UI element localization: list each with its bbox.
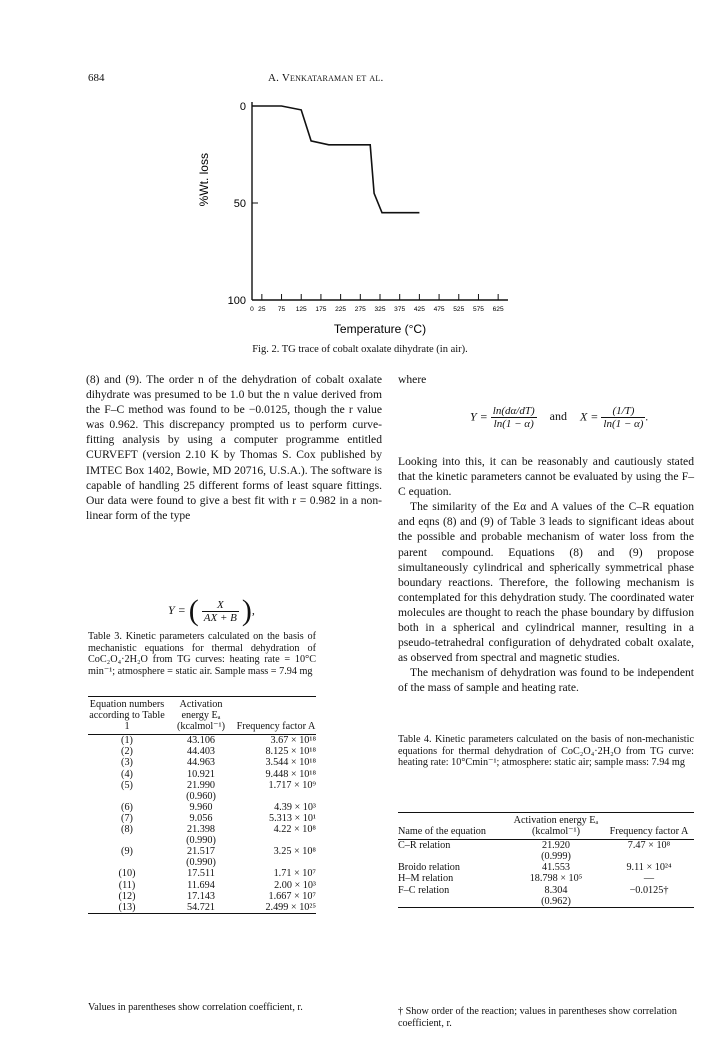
table3-row: [88, 813, 316, 824]
table4: [398, 812, 694, 908]
y-axis-label: %Wt. loss: [197, 153, 211, 207]
table3-header-frequency: Frequency factor A: [236, 721, 316, 733]
table3-cell: 10.921: [186, 768, 215, 780]
table3-cell: 17.511: [187, 868, 215, 880]
body-paragraph: The similarity of the Eα and A values of the C–R equation and eqns (8) and (9) of Table 3 leads to significant ideas about the possible and probable mechanism of water loss from the parent compound. Equations (8) and (9) propose simultaneously cylindrical and spherically symmetrical phase boundary reactions. Therefore, the following mechanism is contemplated for this dehydration study. The coordinated water molecules are thought to reach the phase boundary by diffusion both in a spherical and cylindrical manner, resulting in a pseudo-tetrahedral configuration of dehydrated cobalt oxalate, as observed from spectral and magnetic studies.: [398, 500, 694, 665]
equation-tail: ,: [251, 602, 255, 617]
x-tick-label: 425: [413, 306, 425, 313]
x-tick-label: 75: [277, 306, 286, 313]
table4-cell: (0.962): [541, 895, 571, 907]
table3-row: [88, 769, 316, 780]
table4-body: [398, 840, 694, 908]
table4-cell: [398, 851, 508, 862]
equation-y-numerator: ln(dα/dT): [492, 405, 535, 417]
x-tick-label: 375: [394, 306, 406, 313]
table4-header-energy: Activation energy Eₐ (kcalmol⁻¹): [513, 815, 599, 838]
table3-cell: (7): [121, 812, 133, 824]
table3-cell: 4.39 × 10³: [274, 801, 316, 813]
table4-cell: Broido relation: [398, 862, 460, 874]
table3-cell: (10): [118, 868, 136, 880]
table3-cell: 43.106: [186, 735, 215, 747]
table3-cell: 4.22 × 10⁸: [273, 824, 316, 836]
where-text: where: [398, 373, 427, 386]
y-tick-label: 50: [233, 198, 246, 210]
body-paragraph: (8) and (9). The order n of the dehydration of cobalt oxalate dihydrate was presumed to be 1.0 but the n value derived from the F–C method was found to be −0.0125, though the r value was 0.962. This discrepancy prompted us to perform curve-fitting analysis by using a computer programme entitled CURVEFT (version 2.10 K by Thomas S. Cox published by IMTEC Box 1402, Bowie, MD 20716, U.S.A.). The software is capable of handling 25 different forms of least square fittings. Our data were found to give a best fit with r = 0.982 in a non-linear form of the type: [86, 373, 382, 522]
body-paragraph: Looking into this, it can be reasonably and cautiously stated that the kinetic parameters cannot be evaluated by using the F–C equation.: [398, 455, 694, 499]
table3-row: [88, 802, 316, 813]
table4-cell: H–M relation: [398, 873, 454, 885]
tg-trace-figure: [180, 92, 540, 340]
table3: [88, 696, 316, 914]
equation-y-fraction: [491, 405, 537, 430]
table3-cell: [88, 791, 166, 802]
table3-cell: 9.448 × 10¹⁸: [265, 768, 316, 780]
table4-header-equation: Name of the equation: [398, 826, 486, 838]
equation-paren: ): [241, 594, 252, 627]
table4-row: [398, 885, 694, 896]
table3-cell: (0.990): [186, 835, 216, 847]
body-paragraph: The mechanism of dehydration was found to be independent of the mass of sample and heating rate.: [398, 666, 694, 695]
table3-cell: 11.694: [187, 879, 215, 891]
table3-cell: [88, 835, 166, 846]
table4-cell: —: [643, 873, 655, 885]
x-tick-label: 275: [354, 306, 366, 313]
right-column-text: [398, 454, 694, 696]
table3-row: [88, 891, 316, 902]
x-tick-label: 175: [315, 306, 327, 313]
equation-paren: (: [188, 594, 199, 627]
equation-x-lhs: X =: [579, 409, 599, 424]
table3-cell: 3.67 × 10¹⁸: [270, 735, 316, 747]
figure-caption: Fig. 2. TG trace of cobalt oxalate dihydrate (in air).: [252, 344, 468, 355]
table3-cell: (6): [121, 801, 133, 813]
table3-cell: [236, 857, 316, 868]
table3-cell: (0.960): [186, 790, 216, 802]
table3-cell: 5.313 × 10¹: [268, 812, 316, 824]
table3-cell: 1.717 × 10⁹: [268, 779, 316, 791]
table3-row: [88, 880, 316, 891]
xy-definition-equation: [470, 405, 648, 430]
table3-row: [88, 735, 316, 747]
table4-row: [398, 851, 694, 862]
table3-row: [88, 746, 316, 757]
table3-cell: [236, 835, 316, 846]
table4-cell: [604, 896, 694, 908]
equation-numerator: X: [202, 599, 239, 612]
table3-cell: (9): [121, 846, 133, 858]
table3-header-energy: Activation energy Eₐ (kcalmol⁻¹): [176, 699, 226, 733]
table4-cell: C–R relation: [398, 840, 451, 852]
table4-row: [398, 896, 694, 908]
table3-cell: 21.398: [186, 824, 215, 836]
table4-cell: [604, 851, 694, 862]
table3-cell: [88, 857, 166, 868]
table3-cell: 17.143: [186, 890, 215, 902]
x-tick-label: 125: [295, 306, 307, 313]
x-tick-label: 225: [335, 306, 347, 313]
running-head: A. Venkataraman et al.: [268, 72, 384, 84]
table4-cell: 21.920: [541, 840, 570, 852]
equation-y-denominator: ln(1 − α): [493, 418, 534, 430]
table3-cell: (8): [121, 824, 133, 836]
x-tick-label: 575: [472, 306, 484, 313]
table4-cell: [398, 896, 508, 908]
table3-cell: (2): [121, 746, 133, 758]
table3-cell: (4): [121, 768, 133, 780]
equation-x-denominator: ln(1 − α): [603, 418, 644, 430]
table3-cell: (11): [118, 879, 136, 891]
table4-row: [398, 840, 694, 852]
table3-cell: 21.990: [186, 779, 215, 791]
table3-row: [88, 757, 316, 768]
tg-curve-line: [252, 106, 419, 213]
table3-row: [88, 780, 316, 791]
table3-cell: 9.056: [189, 812, 213, 824]
x-tick-label: 475: [433, 306, 445, 313]
table3-cell: 8.125 × 10¹⁸: [265, 746, 316, 758]
equation-and: and: [549, 409, 567, 424]
table3-cell: 54.721: [186, 901, 215, 913]
table3-cell: 44.403: [186, 746, 215, 758]
table4-header-frequency: Frequency factor A: [609, 826, 689, 838]
table4-cell: 8.304: [544, 884, 568, 896]
table4-footnote: † Show order of the reaction; values in parentheses show correlation coefficient, r.: [398, 1006, 677, 1029]
table3-cell: (12): [118, 890, 136, 902]
table3-row: [88, 902, 316, 914]
table3-cell: (3): [121, 757, 133, 769]
table3-cell: 1.667 × 10⁷: [268, 890, 316, 902]
y-tick-label: 100: [227, 295, 246, 307]
equation-end: .: [645, 409, 649, 424]
table3-row: [88, 846, 316, 857]
equation-x-numerator: (1/T): [601, 405, 645, 418]
x-tick-label: 325: [374, 306, 386, 313]
table4-cell: −0.0125†: [629, 884, 669, 896]
model-equation: [168, 594, 255, 628]
table3-cell: (0.990): [186, 857, 216, 869]
table3-row: [88, 791, 316, 802]
x-tick-label: 625: [492, 306, 504, 313]
table3-cell: (1): [121, 735, 133, 747]
table3-cell: 3.544 × 10¹⁸: [265, 757, 316, 769]
equation-denominator: AX + B: [203, 611, 237, 624]
table4-cell: (0.999): [541, 851, 571, 863]
table3-footnote: Values in parentheses show correlation coefficient, r.: [88, 1002, 303, 1013]
table3-header-equation: Equation numbers according to Table 1: [89, 699, 165, 733]
table4-caption: Table 4. Kinetic parameters calculated on the basis of non-mechanistic equations for thermal dehydration of CoC₂O₄·2H₂O from TG curve: heating rate: 10°Cmin⁻¹; atmosphere: static air; sample mass: 7.94 mg: [398, 734, 694, 769]
x-axis-label: Temperature (°C): [333, 322, 427, 336]
table3-cell: 21.517: [186, 846, 215, 858]
table3-body: [88, 735, 316, 914]
table3-row: [88, 868, 316, 879]
left-column-paragraph: [86, 372, 382, 523]
page-number: 684: [88, 72, 105, 84]
equation-fraction: [202, 599, 239, 624]
table3-row: [88, 835, 316, 846]
x-tick-label: 0: [250, 306, 254, 313]
table4-row: [398, 862, 694, 873]
table3-cell: 9.960: [189, 801, 213, 813]
equation-x-fraction: [601, 405, 645, 430]
table4-cell: 7.47 × 10⁸: [627, 840, 671, 852]
x-tick-label: 25: [258, 306, 266, 313]
table3-cell: [236, 791, 316, 802]
table3-cell: (13): [118, 901, 136, 913]
table4-cell: F–C relation: [398, 884, 450, 896]
table3-caption: Table 3. Kinetic parameters calculated on the basis of mechanistic equations for thermal dehydration of CoC₂O₄·2H₂O from TG curves: heating rate = 10°C min⁻¹; atmosphere = static air. Sample mass = 7.94 mg: [88, 631, 316, 677]
table4-cell: 41.553: [541, 862, 570, 874]
table3-cell: 2.499 × 10²⁵: [265, 901, 316, 913]
table3-row: [88, 857, 316, 868]
table4-row: [398, 873, 694, 884]
equation-y-lhs: Y =: [470, 409, 488, 424]
x-tick-label: 525: [453, 306, 465, 313]
table4-cell: 18.798 × 10⁵: [529, 873, 583, 885]
table3-cell: 2.00 × 10³: [274, 879, 316, 891]
table3-row: [88, 824, 316, 835]
table3-cell: 44.963: [186, 757, 215, 769]
equation-lhs: Y =: [168, 602, 186, 617]
table4-cell: 9.11 × 10²⁴: [626, 862, 672, 874]
table3-cell: 3.25 × 10⁸: [273, 846, 316, 858]
table3-cell: 1.71 × 10⁷: [273, 868, 316, 880]
table3-cell: (5): [121, 779, 133, 791]
y-tick-label: 0: [239, 101, 246, 113]
